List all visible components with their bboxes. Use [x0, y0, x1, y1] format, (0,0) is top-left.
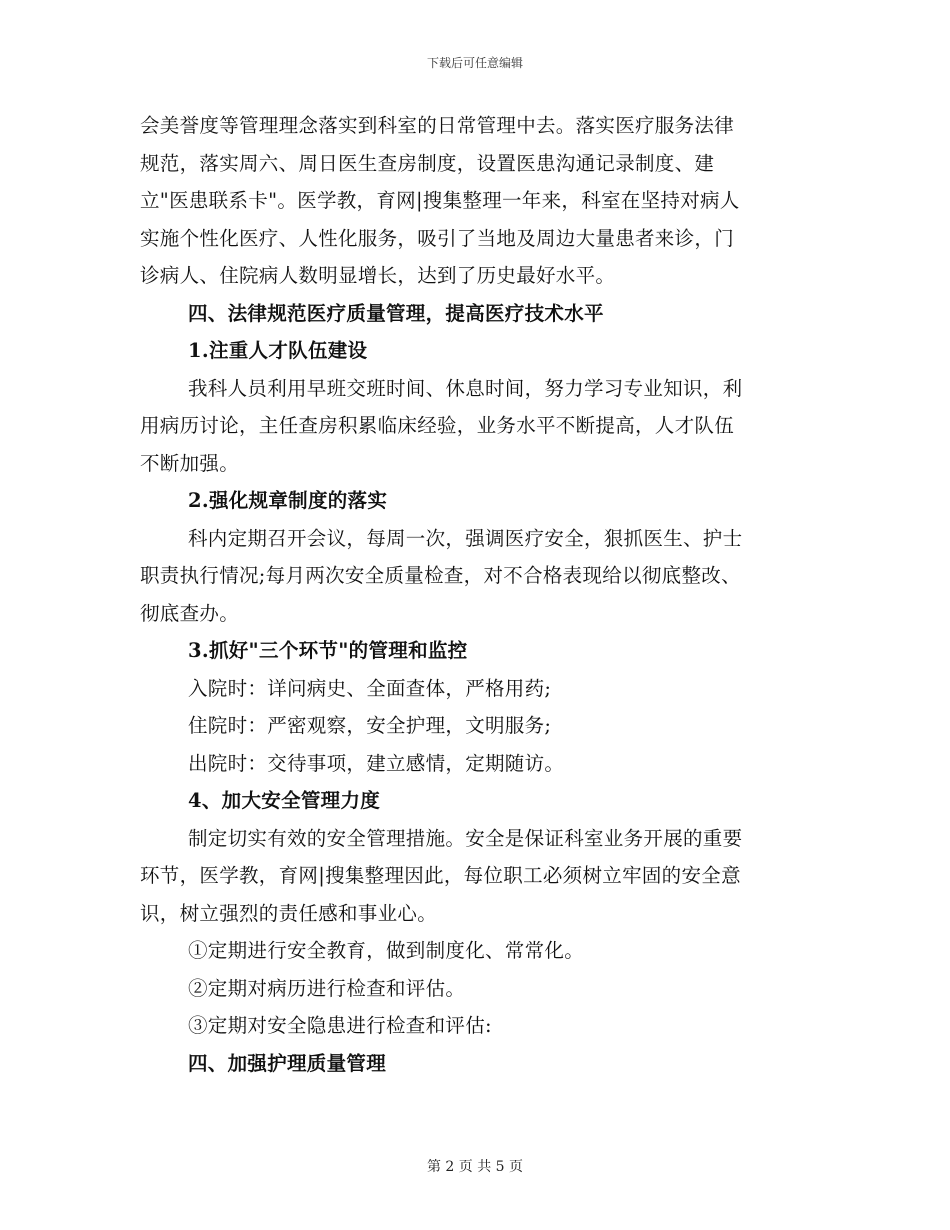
list-item: ③定期对安全隐患进行检查和评估: — [188, 1014, 492, 1037]
paragraph-line: 立"医患联系卡"。医学教，育网|搜集整理一年来，科室在坚持对病人 — [140, 189, 740, 212]
paragraph-line: 实施个性化医疗、人性化服务，吸引了当地及周边大量患者来诊，门 — [140, 226, 735, 250]
subsection-heading: 3.抓好"三个环节"的管理和监控 — [188, 639, 468, 662]
paragraph-line: 彻底查办。 — [140, 601, 240, 625]
paragraph-line: 职责执行情况;每月两次安全质量检查，对不合格表现给以彻底整改、 — [140, 564, 741, 587]
paragraph-line: 环节，医学教，育网|搜集整理因此，每位职工必须树立牢固的安全意 — [140, 864, 741, 887]
paragraph-line: 识，树立强烈的责任感和事业心。 — [140, 901, 438, 925]
list-item: ②定期对病历进行检查和评估。 — [188, 976, 466, 1000]
subsection-heading: 2.强化规章制度的落实 — [188, 489, 388, 512]
paragraph-line: 诊病人、住院病人数明显增长，达到了历史最好水平。 — [140, 264, 616, 287]
list-item: ①定期进行安全教育，做到制度化、常常化。 — [188, 939, 585, 962]
list-item: 入院时：详问病史、全面查体，严格用药; — [188, 676, 552, 700]
section-heading: 四、加强护理质量管理 — [188, 1051, 387, 1075]
paragraph-line: 会美誉度等管理理念落实到科室的日常管理中去。落实医疗服务法律 — [140, 114, 735, 137]
paragraph-line: 我科人员利用早班交班时间、休息时间，努力学习专业知识，利 — [188, 376, 743, 400]
page-header: 下载后可任意编辑 — [426, 56, 523, 70]
paragraph-line: 用病历讨论，主任查房积累临床经验，业务水平不断提高，人才队伍 — [140, 414, 735, 437]
paragraph-line: 科内定期召开会议，每周一次，强调医疗安全，狠抓医生、护士 — [188, 526, 743, 550]
paragraph-line: 制定切实有效的安全管理措施。安全是保证科室业务开展的重要 — [188, 826, 743, 850]
page-number: 第 2 页 共 5 页 — [426, 1159, 524, 1175]
document-body — [140, 107, 808, 1082]
list-item: 出院时：交待事项，建立感情，定期随访。 — [188, 751, 565, 775]
subsection-heading: 1.注重人才队伍建设 — [188, 339, 368, 362]
list-item: 住院时：严密观察，安全护理，文明服务; — [188, 714, 552, 737]
paragraph-line: 不断加强。 — [140, 451, 240, 475]
paragraph-line: 规范，落实周六、周日医生查房制度，设置医患沟通记录制度、建 — [140, 151, 715, 175]
section-heading: 四、法律规范医疗质量管理，提高医疗技术水平 — [188, 301, 604, 325]
subsection-heading: 4、加大安全管理力度 — [188, 789, 381, 812]
